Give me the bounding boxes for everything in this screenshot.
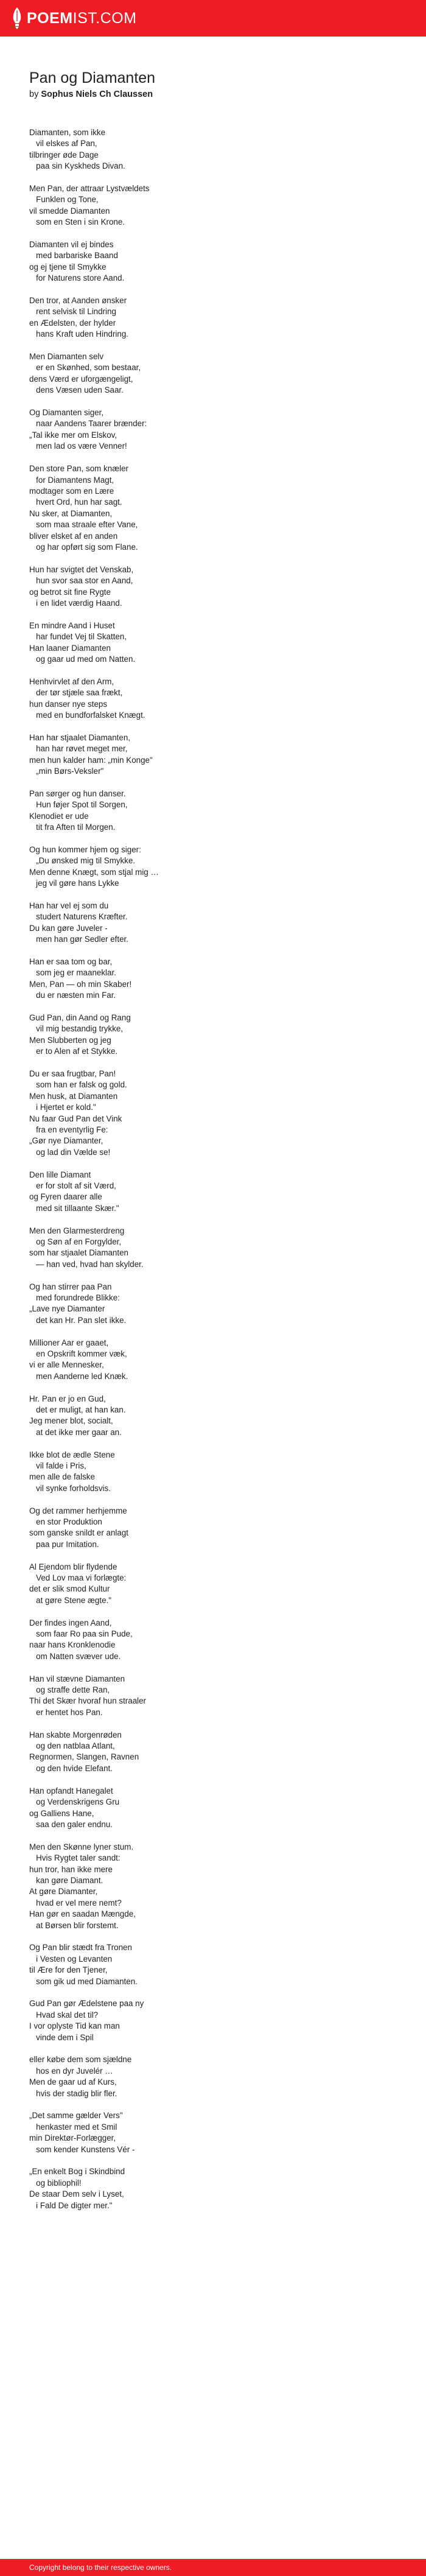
poem-line: Han har vel ej som du: [29, 900, 109, 910]
poem-line: med forundrede Blikke:: [29, 1293, 120, 1302]
poem-line: dens Værd er uforgængeligt,: [29, 374, 133, 384]
poem-line: „Du ønsked mig til Smykke.: [29, 856, 136, 866]
poem-line: Han er saa tom og bar,: [29, 956, 113, 966]
poem-stanza: [29, 1674, 407, 1719]
poem-line: Al Ejendom blir flydende: [29, 1562, 117, 1571]
poem-line: som jeg er maaneklar.: [29, 968, 116, 978]
poem-line: og Galliens Hane,: [29, 1808, 94, 1818]
poem-line: Men husk, at Diamanten: [29, 1091, 118, 1101]
poem-line: „Tal ikke mer om Elskov,: [29, 430, 117, 440]
poem-line: Thi det Skær hvoraf hun straaler: [29, 1696, 147, 1706]
poem-line: er for stolt af sit Værd,: [29, 1181, 116, 1190]
poem-line: du er næsten min Far.: [29, 991, 116, 1000]
poem-line: tilbringer øde Dage: [29, 150, 99, 160]
poem-stanza: [29, 1013, 407, 1058]
poem-line: som han er falsk og gold.: [29, 1080, 127, 1090]
poem-line: dens Væsen uden Saar.: [29, 385, 124, 395]
poem-stanza: [29, 2054, 407, 2099]
poem-line: hun svor saa stor en Aand,: [29, 576, 133, 586]
poem-line: Han opfandt Hanegalet: [29, 1786, 113, 1795]
poem-line: fra en eventyrlig Fe:: [29, 1125, 108, 1134]
copyright-text: Copyright belong to their respective owners.: [29, 2563, 172, 2572]
poem-stanza: [29, 183, 407, 228]
poem-line: og Fyren daarer alle: [29, 1192, 102, 1202]
poem-stanza: [29, 295, 407, 340]
poem-line: hvert Ord, hun har sagt.: [29, 497, 122, 507]
poem-line: som maa straale efter Vane,: [29, 520, 138, 530]
poem-line: Den lille Diamant: [29, 1170, 91, 1179]
poem-line: det er muligt, at han kan.: [29, 1405, 126, 1414]
poem-line: Men Diamanten selv: [29, 352, 104, 362]
poem-line: Hvad skal det til?: [29, 2010, 99, 2020]
poem-line: men alle de falske: [29, 1472, 95, 1482]
poem-line: vil smedde Diamanten: [29, 206, 110, 216]
poem-line: Og hun kommer hjem og siger:: [29, 844, 141, 854]
poem-line: og lad din Vælde se!: [29, 1147, 111, 1157]
poem-line: Men Pan, der attraar Lystvældets: [29, 184, 150, 194]
poem-line: i Hjertet er kold.": [29, 1103, 96, 1112]
poem-line: Hun føjer Spot til Sorgen,: [29, 800, 128, 810]
poem-line: Diamanten vil ej bindes: [29, 240, 114, 250]
poem-line: Du er saa frugtbar, Pan!: [29, 1069, 116, 1078]
poem-line: som en Sten i sin Krone.: [29, 217, 125, 227]
logo-text: POEMIST.COM: [27, 10, 137, 27]
poem-stanza: [29, 239, 407, 284]
poem-line: Men den Skønne lyner stum.: [29, 1842, 134, 1851]
poem-line: Han har stjaalet Diamanten,: [29, 732, 130, 742]
poem-line: Klenodiet er ude: [29, 811, 89, 821]
poem-stanza: [29, 788, 407, 834]
poem-line: saa den galer endnu.: [29, 1819, 113, 1829]
poem-stanza: [29, 1450, 407, 1495]
poem-stanza: [29, 1170, 407, 1215]
poem-stanza: [29, 2166, 407, 2211]
poem-line: hos en dyr Juvelér …: [29, 2066, 113, 2076]
poem-line: det er slik smod Kultur: [29, 1584, 110, 1594]
poem-line: og den hvide Elefant.: [29, 1763, 113, 1773]
poem-line: tit fra Aften til Morgen.: [29, 823, 116, 832]
poem-line: som ganske snildt er anlagt: [29, 1528, 129, 1538]
poem-stanza: [29, 1730, 407, 1775]
poem-stanza: [29, 1562, 407, 1607]
poem-line: i en lidet værdig Haand.: [29, 598, 122, 608]
poem-stanza: [29, 564, 407, 609]
site-logo[interactable]: [11, 7, 137, 30]
poem-line: for Diamantens Magt,: [29, 475, 114, 485]
poem-line: Den store Pan, som knæler: [29, 464, 128, 474]
poem-line: Hr. Pan er jo en Gud,: [29, 1394, 106, 1403]
poem-line: hun tror, han ikke mere: [29, 1864, 113, 1874]
site-footer: [0, 2559, 426, 2576]
poem-line: vil synke forholdsvis.: [29, 1483, 111, 1493]
poem-stanza: [29, 732, 407, 777]
poem-line: „En enkelt Bog i Skindbind: [29, 2167, 125, 2177]
poem-stanza: [29, 1842, 407, 1931]
poem-line: Hun har svigtet det Venskab,: [29, 564, 134, 574]
poem-line: og Søn af en Forgylder,: [29, 1237, 122, 1246]
poem-line: Diamanten, som ikke: [29, 128, 106, 137]
poem-line: og betrot sit fine Rygte: [29, 587, 111, 597]
site-header: [0, 0, 426, 37]
poem-stanza: [29, 1506, 407, 1551]
poem-line: hun danser nye steps: [29, 699, 108, 709]
poem-line: og ej tjene til Smykke: [29, 262, 106, 272]
poem-line: vil elskes af Pan,: [29, 139, 97, 149]
poem-line: „Gør nye Diamanter,: [29, 1136, 103, 1146]
poem-line: i Vesten og Levanten: [29, 1954, 113, 1964]
poem-line: Du kan gøre Juveler -: [29, 923, 108, 933]
poem-line: hans Kraft uden Hindring.: [29, 329, 129, 339]
poem-line: Henhvirvlet af den Arm,: [29, 676, 114, 686]
poem-line: Nu sker, at Diamanten,: [29, 508, 113, 518]
poem-line: en stor Produktion: [29, 1517, 102, 1527]
poem-stanza: [29, 620, 407, 665]
poem-line: paa pur Imitation.: [29, 1539, 99, 1549]
poem-line: En mindre Aand i Huset: [29, 620, 115, 630]
poem-line: er hentet hos Pan.: [29, 1707, 103, 1717]
poem-line: Regnormen, Slangen, Ravnen: [29, 1752, 139, 1762]
poem-line: er en Skønhed, som bestaar,: [29, 363, 141, 373]
poem-line: Pan sørger og hun danser.: [29, 788, 126, 798]
poem-stanza: [29, 1618, 407, 1663]
poem-line: og Verdenskrigens Gru: [29, 1797, 120, 1807]
poem-line: Gud Pan gør Ædelstene paa ny: [29, 1999, 144, 2009]
poem-line: vil falde i Pris,: [29, 1461, 86, 1470]
poem-line: Men denne Knægt, som stjal mig …: [29, 867, 159, 877]
poem-stanza: [29, 900, 407, 946]
poem-line: og gaar ud med om Natten.: [29, 654, 136, 664]
poem-line: som kender Kunstens Vér -: [29, 2144, 135, 2154]
poem-line: Millioner Aar er gaaet,: [29, 1338, 109, 1347]
poem-stanza: [29, 1338, 407, 1383]
poem-line: Funklen og Tone,: [29, 195, 99, 205]
poem-stanza: [29, 1282, 407, 1327]
poem-stanza: [29, 676, 407, 721]
poem-line: hvis der stadig blir fler.: [29, 2088, 117, 2098]
poem-line: og har opført sig som Flane.: [29, 542, 138, 552]
poem-stanza: [29, 127, 407, 172]
poem-title: Pan og Diamanten: [29, 69, 156, 86]
poem-line: som har stjaalet Diamanten: [29, 1248, 128, 1258]
poem-line: i Fald De digter mer.": [29, 2200, 113, 2210]
poem-line: Den tror, at Aanden ønsker: [29, 296, 127, 306]
poem-line: rent selvisk til Lindring: [29, 307, 116, 317]
poem-line: Ved Lov maa vi forlægte:: [29, 1573, 127, 1583]
poem-line: Han laaner Diamanten: [29, 643, 111, 653]
byline-prefix: by: [29, 89, 39, 99]
poem-line: Men, Pan — oh min Skaber!: [29, 979, 132, 989]
poem-line: Og Diamanten siger,: [29, 408, 104, 418]
poem-line: han har røvet meget mer,: [29, 744, 128, 754]
quill-pen-icon: [11, 7, 23, 30]
poem-stanza: [29, 844, 407, 890]
poem-line: har fundet Vej til Skatten,: [29, 632, 127, 642]
poem-line: Han skabte Morgenrøden: [29, 1730, 122, 1739]
poem-line: det kan Hr. Pan slet ikke.: [29, 1315, 127, 1325]
poem-line: studert Naturens Kræfter.: [29, 912, 128, 922]
poem-line: Men de gaar ud af Kurs,: [29, 2077, 117, 2087]
poem-line: „min Børs-Veksler": [29, 767, 104, 776]
poem-line: som faar Ro paa sin Pude,: [29, 1629, 133, 1639]
poem-line: men Aanderne led Knæk.: [29, 1371, 128, 1381]
poem-line: en Opskrift kommer væk,: [29, 1349, 127, 1358]
poem-line: hvad er vel mere nemt?: [29, 1898, 122, 1907]
poem-line: for Naturens store Aand.: [29, 273, 125, 283]
poem-body: [29, 127, 407, 2211]
poem-line: Og det rammer herhjemme: [29, 1506, 127, 1515]
poem-stanza: [29, 1069, 407, 1158]
poem-line: „Lave nye Diamanter: [29, 1304, 105, 1314]
poem-line: at gøre Stene ægte.": [29, 1595, 112, 1605]
poem-line: naar Aandens Taarer brænder:: [29, 419, 147, 429]
poem-line: Hvis Rygtet taler sandt:: [29, 1853, 120, 1863]
byline: [29, 88, 407, 100]
poem-line: min Direktør-Forlægger,: [29, 2133, 116, 2143]
poem-stanza: [29, 407, 407, 452]
poem-line: og bibliophil!: [29, 2178, 82, 2188]
poem-line: paa sin Kyskheds Divan.: [29, 161, 125, 171]
poem-stanza: [29, 1942, 407, 1987]
poem-line: at det ikke mer gaar an.: [29, 1427, 122, 1437]
poem-line: Ikke blot de ædle Stene: [29, 1450, 115, 1459]
poem-line: vinde dem i Spil: [29, 2032, 94, 2042]
poem-line: De staar Dem selv i Lyset,: [29, 2189, 124, 2199]
poem-line: men lad os være Venner!: [29, 441, 127, 451]
poem-line: til Ære for den Tjener,: [29, 1965, 108, 1975]
poem-line: og straffe dette Ran,: [29, 1685, 110, 1695]
poem-stanza: [29, 956, 407, 1002]
poem-line: men hun kalder ham: „min Konge": [29, 755, 153, 765]
poem-line: med en bundforfalsket Knægt.: [29, 710, 145, 720]
poem-stanza: [29, 1226, 407, 1271]
poem-line: — han ved, hvad han skylder.: [29, 1259, 144, 1269]
poem-line: med sit tillaante Skær.": [29, 1203, 119, 1213]
poem-line: At gøre Diamanter,: [29, 1887, 98, 1897]
poem-line: bliver elsket af en anden: [29, 531, 118, 541]
poem-line: modtager som en Lære: [29, 486, 114, 496]
poem-line: vil mig bestandig trykke,: [29, 1024, 124, 1034]
poem-line: Nu faar Gud Pan det Vink: [29, 1114, 122, 1123]
poem-stanza: [29, 463, 407, 553]
poem-line: at Børsen blir forstemt.: [29, 1920, 119, 1930]
poem-line: „Det samme gælder Vers": [29, 2111, 123, 2121]
poem-line: som gik ud med Diamanten.: [29, 1976, 138, 1986]
poem-line: Og han stirrer paa Pan: [29, 1282, 112, 1291]
poem-line: vi er alle Mennesker,: [29, 1360, 104, 1370]
poem-line: eller købe dem som sjældne: [29, 2055, 132, 2065]
poem-line: naar hans Kronklenodie: [29, 1640, 116, 1650]
author-link[interactable]: Sophus Niels Ch Claussen: [41, 89, 153, 99]
poem-stanza: [29, 1394, 407, 1439]
poem-line: I vor oplyste Tid kan man: [29, 2021, 120, 2031]
poem-line: Der findes ingen Aand,: [29, 1618, 112, 1627]
poem-line: Gud Pan, din Aand og Rang: [29, 1013, 131, 1022]
poem-line: henkaster med et Smil: [29, 2122, 117, 2132]
poem-container: [29, 69, 407, 2222]
poem-stanza: [29, 351, 407, 396]
poem-line: og den natblaa Atlant,: [29, 1741, 115, 1751]
poem-stanza: [29, 2110, 407, 2155]
poem-line: Jeg mener blot, socialt,: [29, 1416, 113, 1426]
poem-line: Han gør en saadan Mængde,: [29, 1909, 136, 1919]
poem-line: men han gør Sedler efter.: [29, 935, 129, 944]
poem-line: Men Slubberten og jeg: [29, 1035, 111, 1045]
poem-line: er to Alen af et Stykke.: [29, 1047, 118, 1056]
poem-line: Han vil stævne Diamanten: [29, 1674, 125, 1683]
poem-line: der tør stjæle saa frækt,: [29, 688, 123, 698]
poem-line: en Ædelsten, der hylder: [29, 318, 116, 328]
poem-stanza: [29, 1786, 407, 1831]
poem-line: med barbariske Baand: [29, 251, 118, 261]
poem-line: jeg vil gøre hans Lykke: [29, 879, 119, 888]
poem-line: om Natten svæver ude.: [29, 1651, 121, 1661]
poem-stanza: [29, 1998, 407, 2043]
poem-line: Og Pan blir stædt fra Tronen: [29, 1943, 132, 1953]
poem-line: Men den Glarmesterdreng: [29, 1226, 125, 1235]
poem-line: kan gøre Diamant.: [29, 1875, 103, 1885]
